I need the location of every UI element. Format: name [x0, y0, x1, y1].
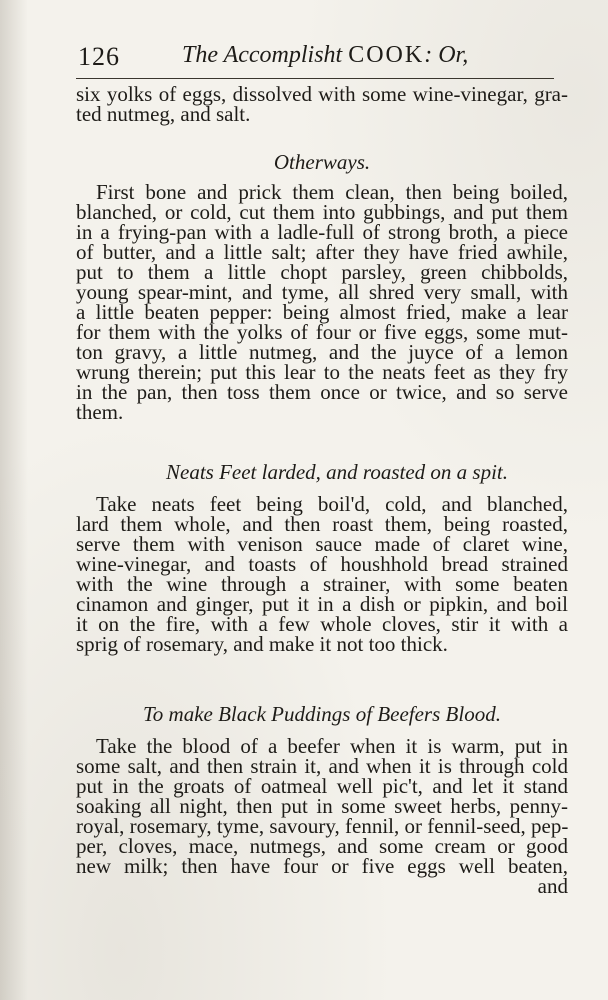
- running-title-italic: The Accomplisht: [182, 42, 343, 68]
- text-line: with the wine through a strainer, with some beaten: [76, 572, 568, 596]
- text-line: ton gravy, a little nutmeg, and the juyce of a lemon: [76, 340, 568, 364]
- running-title: [182, 42, 468, 69]
- intro-paragraph: [76, 84, 568, 124]
- section-heading: Neats Feet larded, and roasted on a spit.: [166, 460, 508, 484]
- section2-paragraph: [76, 494, 568, 654]
- text-line: Take neats feet being boil'd, cold, and blanched,: [96, 492, 568, 516]
- running-title-caps: COOK: [348, 42, 425, 68]
- page-number: 126: [78, 42, 120, 71]
- text-line: put to them a little chopt parsley, green chibbolds,: [76, 260, 568, 284]
- text-line: it on the fire, with a few whole cloves, stir it with a: [76, 612, 568, 636]
- section-heading: To make Black Puddings of Beefers Blood.: [143, 702, 501, 726]
- text-line: them.: [76, 400, 124, 424]
- text-line: lard them whole, and then roast them, being roasted,: [76, 512, 568, 536]
- text-line: wrung therein; put this lear to the neats feet as they fry: [76, 360, 568, 384]
- section3-paragraph: [76, 736, 568, 896]
- text-line: of butter, and a little salt; after they have fried awhile,: [76, 240, 568, 264]
- catchword: and: [537, 874, 568, 898]
- text-line: put in the groats of oatmeal well pic't, and let it stand: [76, 774, 568, 798]
- text-line: for them with the yolks of four or five eggs, some mut-: [76, 320, 568, 344]
- text-line: ted nutmeg, and salt.: [76, 102, 251, 126]
- header-rule: [76, 78, 554, 79]
- text-line: soaking all night, then put in some sweet herbs, penny-: [76, 794, 568, 818]
- text-line: new milk; then have four or five eggs well beaten,: [76, 854, 568, 878]
- text-line: a little beaten pepper: being almost fried, make a lear: [76, 300, 568, 324]
- text-line: six yolks of eggs, dissolved with some wine-vinegar, gra-: [76, 82, 568, 106]
- running-title-tail: : Or,: [424, 42, 469, 68]
- text-line: First bone and prick them clean, then being boiled,: [96, 180, 568, 204]
- text-line: in a frying-pan with a ladle-full of strong broth, a piece: [76, 220, 568, 244]
- section-heading: Otherways.: [273, 150, 371, 174]
- text-line: wine-vinegar, and toasts of houshhold bread strained: [76, 552, 568, 576]
- text-line: sprig of rosemary, and make it not too thick.: [76, 632, 448, 656]
- gutter-shadow: [0, 0, 28, 1000]
- text-line: per, cloves, mace, nutmegs, and some cream or good: [76, 834, 568, 858]
- running-header: [78, 40, 556, 76]
- text-line: royal, rosemary, tyme, savoury, fennil, or fennil-seed, pep-: [76, 814, 569, 838]
- text-line: serve them with venison sauce made of claret wine,: [76, 532, 568, 556]
- text-line: cinamon and ginger, put it in a dish or pipkin, and boil: [76, 592, 568, 616]
- text-line: some salt, and then strain it, and when it is through cold: [76, 754, 568, 778]
- text-line: blanched, or cold, cut them into gubbings, and put them: [76, 200, 568, 224]
- text-line: Take the blood of a beefer when it is warm, put in: [96, 734, 568, 758]
- section1-paragraph: [76, 182, 568, 422]
- text-line: young spear-mint, and tyme, all shred very small, with: [76, 280, 568, 304]
- text-line: in the pan, then toss them once or twice, and so serve: [76, 380, 568, 404]
